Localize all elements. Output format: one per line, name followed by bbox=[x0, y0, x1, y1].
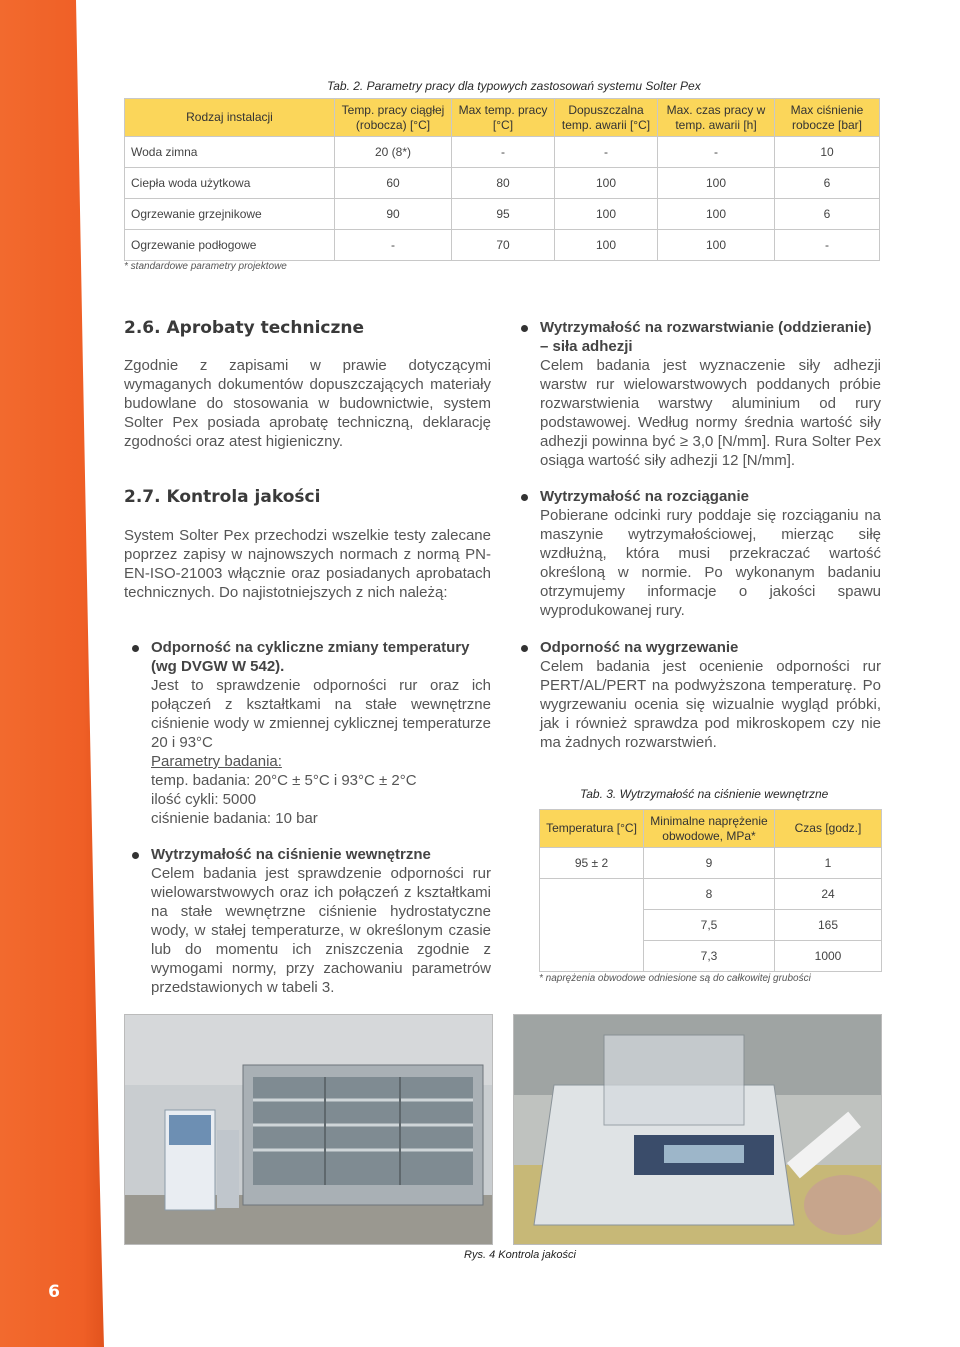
bullet-dot-icon bbox=[521, 645, 528, 652]
table-cell: 7,5 bbox=[644, 910, 775, 941]
params-label: Parametry badania: bbox=[151, 753, 282, 770]
bullet-body: Celem badania jest ocenienie odporności rur PERT/AL/PERT na podwyższona temperaturę. Po wygrzewaniu ocenia się wizualnie wygląd próbki, jak i również sprawdza pod mikroskopem czy nie ma żadnych rozwarstwień. bbox=[540, 658, 881, 751]
table-cell: - bbox=[775, 230, 880, 261]
bullet-dot-icon bbox=[132, 852, 139, 859]
table-row bbox=[540, 941, 882, 972]
table-cell: 100 bbox=[555, 199, 658, 230]
table-cell: 100 bbox=[555, 230, 658, 261]
bullet-body: Pobierane odcinki rury poddaje się rozciąganiu na maszynie wytrzymałościowej, mierząc siłę wzdłużną, która musi przekraczać wartość określoną w normie. Po wykonanym badaniu otrzymujemy informacje o jakości spawu wyprodukowanej rury. bbox=[540, 507, 881, 619]
param-line: ilość cykli: 5000 bbox=[151, 791, 257, 808]
table-cell: 70 bbox=[452, 230, 555, 261]
page-number: 6 bbox=[48, 1282, 60, 1302]
table-header-cell: Temperatura [°C] bbox=[540, 810, 644, 848]
photo-lab-balance bbox=[513, 1014, 882, 1245]
bullet-body: Jest to sprawdzenie odporności rur oraz ich połączeń z kształtkami na stałe wewnętrzne ciśnienie wody w zmiennej cyklicznej temperaturze 20 i 93°C bbox=[151, 677, 491, 751]
table-cell: 100 bbox=[658, 168, 775, 199]
figure-caption: Rys. 4 Kontrola jakości bbox=[464, 1249, 576, 1261]
bullet-body: Celem badania jest wyznaczenie siły adhezji warstw rur wielowarstwowych poddanych próbie rozwarstwienia warstwy aluminium od rury podstawowej. Według normy średnia wartość siły adhezji powinna być ≥ 3,0 [N/mm]. Rura Solter Pex osiąga wartość siły adhezji 12 [N/mm]. bbox=[540, 357, 881, 469]
table-cell: 1000 bbox=[775, 941, 882, 972]
table-cell: Ciepła woda użytkowa bbox=[125, 168, 335, 199]
bullet-dot-icon bbox=[521, 325, 528, 332]
table-cell: 100 bbox=[658, 199, 775, 230]
param-line: ciśnienie badania: 10 bar bbox=[151, 810, 318, 827]
table-header-cell: Temp. pracy ciągłej (robocza) [°C] bbox=[335, 99, 452, 137]
table-cell: 100 bbox=[555, 168, 658, 199]
table-cell: 24 bbox=[775, 879, 882, 910]
table-row bbox=[540, 910, 882, 941]
table-cell: - bbox=[335, 230, 452, 261]
table-cell: Woda zimna bbox=[125, 137, 335, 168]
table-header-row bbox=[540, 810, 882, 848]
table-row bbox=[125, 168, 880, 199]
table-cell: 20 (8*) bbox=[335, 137, 452, 168]
bullet-item-annealing bbox=[540, 638, 881, 752]
section-2-7-text: System Solter Pex przechodzi wszelkie testy zalecane poprzez zapisy w najnowszych normach z normą PN-EN-ISO-21003 włącznie oraz posiadanych aprobatach technicznych. Do najistotniejszych z nich należą: bbox=[124, 527, 491, 601]
bullet-title: Wytrzymałość na rozciąganie bbox=[540, 488, 749, 505]
table-cell: - bbox=[658, 137, 775, 168]
table-cell: 7,3 bbox=[644, 941, 775, 972]
table-row bbox=[125, 199, 880, 230]
bullet-title: Wytrzymałość na rozwarstwianie (oddzieranie) – siła adhezji bbox=[540, 319, 872, 355]
table-cell bbox=[540, 910, 644, 941]
table2-working-parameters bbox=[124, 98, 880, 261]
bullet-item-cyclic-temperature bbox=[151, 638, 491, 828]
bullet-title: Wytrzymałość na ciśnienie wewnętrzne bbox=[151, 846, 431, 863]
bullet-item-tensile-strength bbox=[540, 487, 881, 620]
table-row bbox=[125, 230, 880, 261]
table-cell: 95 ± 2 bbox=[540, 848, 644, 879]
table-cell bbox=[540, 941, 644, 972]
table-cell: 60 bbox=[335, 168, 452, 199]
section-2-6-text: Zgodnie z zapisami w prawie dotyczącymi wymaganych dokumentów dopuszczających materiały budowlane do stosowania w budownictwie, system Solter Pex posiada aprobatę techniczną, deklarację zgodności oraz atest higieniczny. bbox=[124, 357, 491, 450]
table-cell: 10 bbox=[775, 137, 880, 168]
table-header-cell: Rodzaj instalacji bbox=[125, 99, 335, 137]
param-line: temp. badania: 20°C ± 5°C i 93°C ± 2°C bbox=[151, 772, 417, 789]
table-header-cell: Minimalne naprężenie obwodowe, MPa* bbox=[644, 810, 775, 848]
table-row bbox=[540, 879, 882, 910]
table-cell: Ogrzewanie podłogowe bbox=[125, 230, 335, 261]
table-cell: 100 bbox=[658, 230, 775, 261]
table-row bbox=[540, 848, 882, 879]
table-header-cell: Max temp. pracy [°C] bbox=[452, 99, 555, 137]
bullet-item-delamination bbox=[540, 318, 881, 470]
table-header-cell: Czas [godz.] bbox=[775, 810, 882, 848]
table-header-row bbox=[125, 99, 880, 137]
table3-caption: Tab. 3. Wytrzymałość na ciśnienie wewnętrzne bbox=[580, 787, 829, 801]
bullet-dot-icon bbox=[132, 645, 139, 652]
bullet-body: Celem badania jest sprawdzenie odporności rur wielowarstwowych oraz ich połączeń z kształtkami na stałe wewnętrzne ciśnienie hydrostatyczne wody, w stałej temperaturze, w określonym czasie lub do momentu ich zniszczenia zgodnie z wymogami normy, przy zachowaniu parametrów przedstawionych w tabeli 3. bbox=[151, 865, 491, 996]
table-header-cell: Dopuszczalna temp. awarii [°C] bbox=[555, 99, 658, 137]
table-cell: 6 bbox=[775, 199, 880, 230]
table-cell bbox=[540, 879, 644, 910]
table-cell: 95 bbox=[452, 199, 555, 230]
table-cell: 8 bbox=[644, 879, 775, 910]
table-cell: - bbox=[555, 137, 658, 168]
table-cell: 9 bbox=[644, 848, 775, 879]
table-cell: 80 bbox=[452, 168, 555, 199]
bullet-item-internal-pressure bbox=[151, 845, 491, 997]
section-heading-2-6: 2.6. Aprobaty techniczne bbox=[124, 318, 365, 338]
table2-footnote: * standardowe parametry projektowe bbox=[124, 261, 287, 272]
section-heading-2-7: 2.7. Kontrola jakości bbox=[124, 487, 321, 507]
table-row bbox=[125, 137, 880, 168]
table3-internal-pressure bbox=[539, 809, 882, 972]
table-header-cell: Max. czas pracy w temp. awarii [h] bbox=[658, 99, 775, 137]
orange-side-stripe bbox=[0, 0, 108, 1347]
photo-testing-chamber bbox=[124, 1014, 493, 1245]
table-cell: 1 bbox=[775, 848, 882, 879]
bullet-title: Odporność na wygrzewanie bbox=[540, 639, 739, 656]
bullet-title: Odporność na cykliczne zmiany temperatury (wg DVGW W 542). bbox=[151, 639, 470, 675]
table-cell: 90 bbox=[335, 199, 452, 230]
table-cell: 165 bbox=[775, 910, 882, 941]
table2-caption: Tab. 2. Parametry pracy dla typowych zastosowań systemu Solter Pex bbox=[327, 79, 701, 93]
table-cell: - bbox=[452, 137, 555, 168]
table-cell: Ogrzewanie grzejnikowe bbox=[125, 199, 335, 230]
table-cell: 6 bbox=[775, 168, 880, 199]
table-header-cell: Max ciśnienie robocze [bar] bbox=[775, 99, 880, 137]
table3-footnote: * naprężenia obwodowe odniesione są do całkowitej grubości bbox=[539, 973, 811, 984]
bullet-dot-icon bbox=[521, 494, 528, 501]
